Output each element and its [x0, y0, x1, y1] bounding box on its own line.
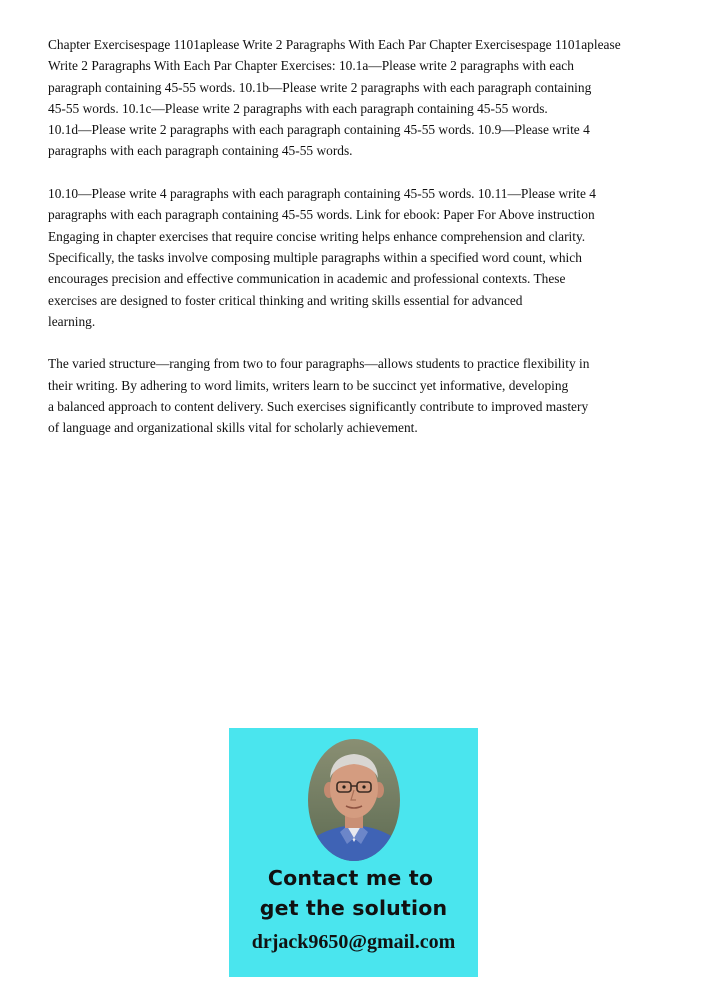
paragraph-3: The varied structure—ranging from two to four paragraphs—allows students to practice flexibility in their writing. By adhering to word limits, writers learn to be succinct yet informative, developing a balanced approach to content delivery. Such exercises significantly contribute to improved mastery of language and organizational skills vital for scholarly achievement.: [48, 356, 590, 436]
advert-headline-line-2: get the solution: [259, 896, 448, 920]
person-portrait-icon: [307, 738, 401, 862]
advert-headline-line-1: Contact me to: [267, 866, 434, 890]
advert-email[interactable]: drjack9650@gmail.com: [251, 931, 456, 953]
document-body: [48, 34, 668, 460]
contact-advert[interactable]: [229, 728, 478, 977]
paragraph-1: Chapter Exercisespage 1101aplease Write 2 Paragraphs With Each Par Chapter Exercisespage 1101aplease Write 2 Paragraphs With Each Par Chapter Exercises: 10.1a—Please write 2 paragraphs with each paragraph containing 45-55 words. 10.1b—Please write 2 paragraphs with each paragraph containing 45-55 words. 10.1c—Please write 2 paragraphs with each paragraph containing 45-55 words. 10.1d—Please write 2 paragraphs with each paragraph containing 45-55 words. 10.9—Please write 4 paragraphs with each paragraph containing 45-55 words.: [48, 37, 621, 159]
paragraph-2: 10.10—Please write 4 paragraphs with each paragraph containing 45-55 words. 10.11—Please write 4 paragraphs with each paragraph containing 45-55 words. Link for ebook: Paper For Above instruction Engaging in chapter exercises that require concise writing helps enhance comprehension and clarity. Specifically, the tasks involve composing multiple paragraphs within a specified word count, which encourages precision and effective communication in academic and professional contexts. These exercises are designed to foster critical thinking and writing skills essential for advanced learning.: [48, 186, 596, 329]
